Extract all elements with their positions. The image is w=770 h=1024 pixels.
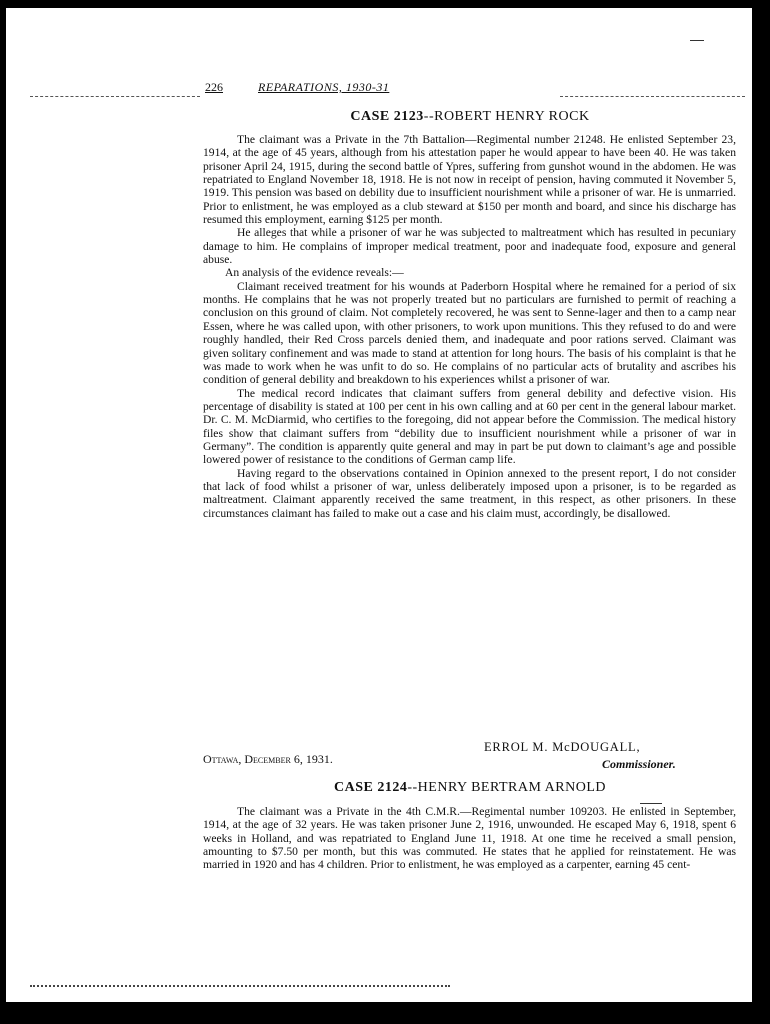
scan-border-bottom [0, 1002, 770, 1024]
scan-noise [30, 985, 450, 993]
case-2124-heading [200, 780, 740, 796]
case-2123-paragraph-1: The claimant was a Private in the 7th Battalion—Regimental number 21248. He enlisted September 23, 1914, at the age of 45 years, although from his attestation paper he would appear to have been 40. He was taken prisoner April 24, 1915, during the second battle of Ypres, suffering from gunshot wound in the abdomen. He was repatriated to England November 18, 1918. He is not now in receipt of pension, having commuted it November 5, 1919. This pension was based on debility due to insufficient nourishment while a prisoner of war. He is unmarried. Prior to enlistment, he was employed as a club steward at $150 per month and board, and since his discharge has resumed this employment, earning $125 per month. [203, 133, 736, 227]
case-2123-claimant: --ROBERT HENRY ROCK [423, 109, 590, 124]
case-2123-paragraph-2: He alleges that while a prisoner of war he was subjected to maltreatment which has resulted in pecuniary damage to him. He complains of improper medical treatment, poor and inadequate food, exposure and general abuse. [203, 226, 736, 267]
case-2123-paragraph-4: Claimant received treatment for his wounds at Paderborn Hospital where he remained for a period of six months. He complains that he was not properly treated but no particulars are furnished to permit of reaching a conclusion on this ground of claim. Not completely recovered, he was sent to Senne-lager and then to a camp near Essen, where he was called upon, with other prisoners, to work upon munitions. This they refused to do and were roughly handled, their Red Cross parcels denied them, and inadequate and poor rations served. Claimant was given solitary confinement and was made to stand at attention for long hours. The basis of his complaint is that he was made to work when he was unfit to do so. He complains of no particular acts of brutality and ascribes his condition of general debility and breakdown to his experiences whilst a prisoner of war. [203, 279, 736, 387]
scan-border-top [0, 0, 770, 8]
page-number: 226 [205, 80, 223, 94]
case-2123-body [203, 133, 736, 520]
case-2123-heading [200, 109, 740, 125]
running-head-rule-left [30, 96, 200, 97]
scan-mark [640, 803, 662, 804]
scan-border-left [0, 0, 6, 1024]
case-2123-paragraph-6: Having regard to the observations contained in Opinion annexed to the present report, I do not consider that lack of food whilst a prisoner of war, unless deliberately imposed upon a prisoner, is to be regarded as maltreatment. Claimant apparently received the same treatment, in this respect, as other prisoners. In these circumstances claimant has failed to make out a case and his claim must, accordingly, be disallowed. [203, 466, 736, 520]
case-2123-paragraph-5: The medical record indicates that claimant suffers from general debility and defective vision. His percentage of disability is stated at 100 per cent in his own calling and at 60 per cent in the general labour market. Dr. C. M. McDiarmid, who certifies to the foregoing, did not appear before the Commission. The medical history files show that claimant suffers from “debility due to insufficient nourishment while a prisoner of war in Germany”. The condition is apparently quite general and may in part be put down to claimant’s age and possible lowered power of resistance to the conditions of German camp life. [203, 386, 736, 467]
case-2123-number: CASE 2123 [350, 109, 424, 124]
running-head-rule-right [560, 96, 745, 97]
case-2124-paragraph-1: The claimant was a Private in the 4th C.M.R.—Regimental number 109203. He enlisted in September, 1914, at the age of 32 years. He was taken prisoner June 2, 1916, unwounded. He escaped May 6, 1918, spent 6 weeks in Holland, and was repatriated to England June 11, 1918. At one time he received a small pension, amounting to $7.50 per month, but this was commuted. He states that he applied for reinstatement. He was married in 1920 and has 4 children. Prior to enlistment, he was employed as a carpenter, earning 45 cent- [203, 805, 736, 872]
scan-border-right [752, 0, 770, 1024]
case-2123-paragraph-3: An analysis of the evidence reveals:— [225, 266, 404, 280]
signatory-name: ERROL M. McDOUGALL, [484, 740, 641, 754]
place-date: Ottawa, December 6, 1931. [203, 752, 333, 766]
case-2124-body [203, 805, 736, 872]
running-head [200, 80, 530, 98]
signatory-role: Commissioner. [602, 757, 676, 771]
case-2124-number: CASE 2124 [333, 780, 408, 795]
running-title: REPARATIONS, 1930-31 [258, 80, 390, 94]
scan-mark [690, 40, 704, 41]
case-2124-claimant: --HENRY BERTRAM ARNOLD [407, 780, 606, 795]
